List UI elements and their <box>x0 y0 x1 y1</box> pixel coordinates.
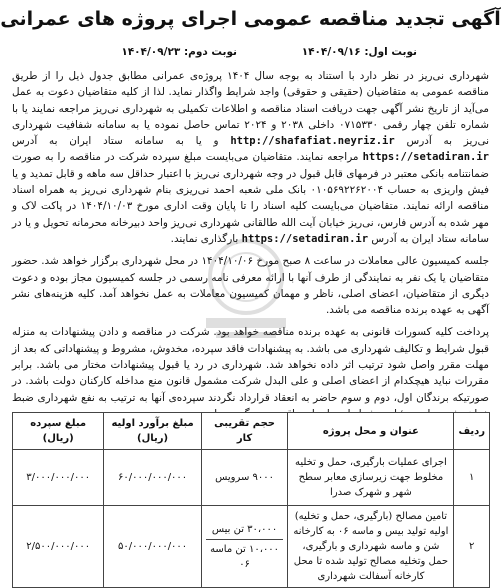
setad-site-link[interactable]: https://setadiran.ir <box>362 151 489 164</box>
cell-project-title: اجرای عملیات بارگیری، حمل و تخلیه مخلوط جهت زیرسازی معابر سطح شهر و شهرک صدرا <box>288 450 454 506</box>
header-volume: حجم تقریبی کار <box>201 413 288 450</box>
cell-row-number: ۱ <box>454 450 490 506</box>
cell-estimate: ۵۰/۰۰۰/۰۰۰/۰۰۰ <box>104 506 201 588</box>
cell-deposit: ۲/۵۰۰/۰۰۰/۰۰۰ <box>13 506 104 588</box>
cell-volume: ۹۰۰۰ سرویس <box>201 450 288 506</box>
first-date-label: نوبت اول: <box>364 46 417 58</box>
setad-site-link-2[interactable]: https://setadiran.ir <box>241 232 369 245</box>
header-deposit: مبلغ سپرده (ریال) <box>13 413 104 450</box>
paragraph-1-part-d: بارگذاری نمایند. <box>170 232 239 245</box>
cell-estimate: ۶۰/۰۰۰/۰۰۰/۰۰۰ <box>104 450 201 506</box>
notice-body <box>12 68 489 428</box>
second-date-label: نوبت دوم: <box>183 46 237 58</box>
volume-sand: ۱۰،۰۰۰ تن ماسه ۰۶ <box>206 539 284 574</box>
paragraph-1 <box>12 68 489 247</box>
first-publication-date <box>302 44 417 60</box>
table-row <box>13 506 490 588</box>
transparency-site-link[interactable]: http://shafafiat.neyriz.ir <box>230 135 395 148</box>
paragraph-1-part-b: و یا به سامانه ستاد ایران به آدرس <box>12 135 219 148</box>
notice-title: آگهی تجدید مناقصه عمومی اجرای پروژه های عمرانی <box>0 8 501 30</box>
first-date-value: ۱۴۰۴/۰۹/۱۶ <box>301 46 361 58</box>
paragraph-1-part-c: مراجعه نمایند. متقاضیان می‌بایست مبلغ سپرده شرکت در مناقصه را به صورت ضمانتنامه بانکی معتبر در فرمهای قابل قبول در وجه شهرداری نی‌ریز با اعتبار حداقل سه ماهه و قابل تمدید و یا فیش واریزی به حساب ۰۱۰۵۶۹۲۲۶۲۰۰۴ بانک ملی شعبه احمد نی‌ریزی بنام شهرداری نی‌ریز به همراه اسناد مناقصه ارائه نمایند. متقاضیان می‌بایست کلیه اسناد را تا پایان وقت اداری مورخ ۱۴۰۴/۱۰/۰۳ در پاکت لاک و مهر شده به آدرس فارس، نی‌ریز خیابان آیت الله طالقانی شهرداری نی‌ریز واحد دبیرخانه محرمانه تحویل و یا در سامانه ستاد ایران به آدرس <box>12 151 489 245</box>
publication-dates <box>0 44 501 60</box>
paragraph-1-part-a: شهرداری نی‌ریز در نظر دارد با استناد به بوجه سال ۱۴۰۴ پروژه‌ی عمرانی مطابق جدول ذیل را از طریق مناقصه عمومی به متقاضیان (حقیقی و حقوقی) واجد شرایط واگذار نماید. لذا از کلیه متقاضیان دعوت به عمل می‌آید از تاریخ نشر آگهی جهت دریافت اسناد مناقصه و اطلاعات تکمیلی به شهرداری نی‌ریز مراجعه نمایند یا با شماره تلفن چهار رقمی ۰۷۱۵۳۳۰ داخلی ۲۰۳۸ و ۲۰۲۴ تماس حاصل نموده یا به سامانه شفافیت شهرداری نی‌ریز به آدرس <box>12 70 489 148</box>
volume-base: ۳۰،۰۰۰ تن بیس <box>211 523 278 535</box>
second-publication-date <box>121 44 237 60</box>
header-row-number: ردیف <box>454 413 490 450</box>
second-date-value: ۱۴۰۴/۰۹/۲۳ <box>121 46 181 58</box>
paragraph-3: پرداخت کلیه کسورات قانونی به عهده برنده مناقصه خواهد بود. شرکت در مناقصه و دادن پیشنهادات به منزله قبول شرایط و تکالیف شهرداری می باشد. به پیشنهادات فاقد سپرده، مخدوش، مشروط و پیشنهاداتی که بعد از مهلت مقرر واصل شود ترتیب اثر داده نخواهد شد. شهرداری در رد یا قبول پیشنهادات مختار می باشد. برابر مقررات نباید هیچکدام از اعضای اصلی و علی البدل شرکت مشمول قانون منع مداخله کارکنان دولت باشد. در صورتیکه برندگان اول، دوم و سوم حاضر به انعقاد قرارداد نگردند سپرده‌ی آنها به ترتیب به نفع شهرداری ضبط <box>12 326 489 404</box>
projects-table <box>12 412 490 588</box>
cell-volume <box>201 506 288 588</box>
paragraph-2: جلسه کمیسیون عالی معاملات در ساعت ۸ صبح مورخ ۱۴۰۴/۱۰/۰۶ در محل شهرداری برگزار خواهد شد. حضور متقاضیان یا یک نفر به نمایندگی از طرف آنها با ارائه معرفی نامه رسمی در جلسه کمیسیون مجاز بوده و دعوت دیگری از متقاضیان، اعضای اصلی، ناظر و مهمان کمیسیون معاملات به عمل نخواهد آمد. کلیه هزینه‌های نشر آگهی به عهده برنده مناقصه می باشد. <box>12 255 490 317</box>
table-row <box>13 450 490 506</box>
cell-deposit: ۳/۰۰۰/۰۰۰/۰۰۰ <box>13 450 104 506</box>
cell-row-number: ۲ <box>454 506 490 588</box>
table-header-row <box>13 413 490 450</box>
header-estimate: مبلغ برآورد اولیه (ریال) <box>104 413 201 450</box>
cell-project-title: تامین مصالح (بارگیری، حمل و تخلیه) اولیه تولید بیس و ماسه ۰۶ به کارخانه شن و ماسه شهرداری و بارگیری، حمل وتخلیه مصالح تولید شده تا محل کارخانه آسفالت شهرداری <box>288 506 454 588</box>
header-project-title: عنوان و محل پروژه <box>288 413 454 450</box>
